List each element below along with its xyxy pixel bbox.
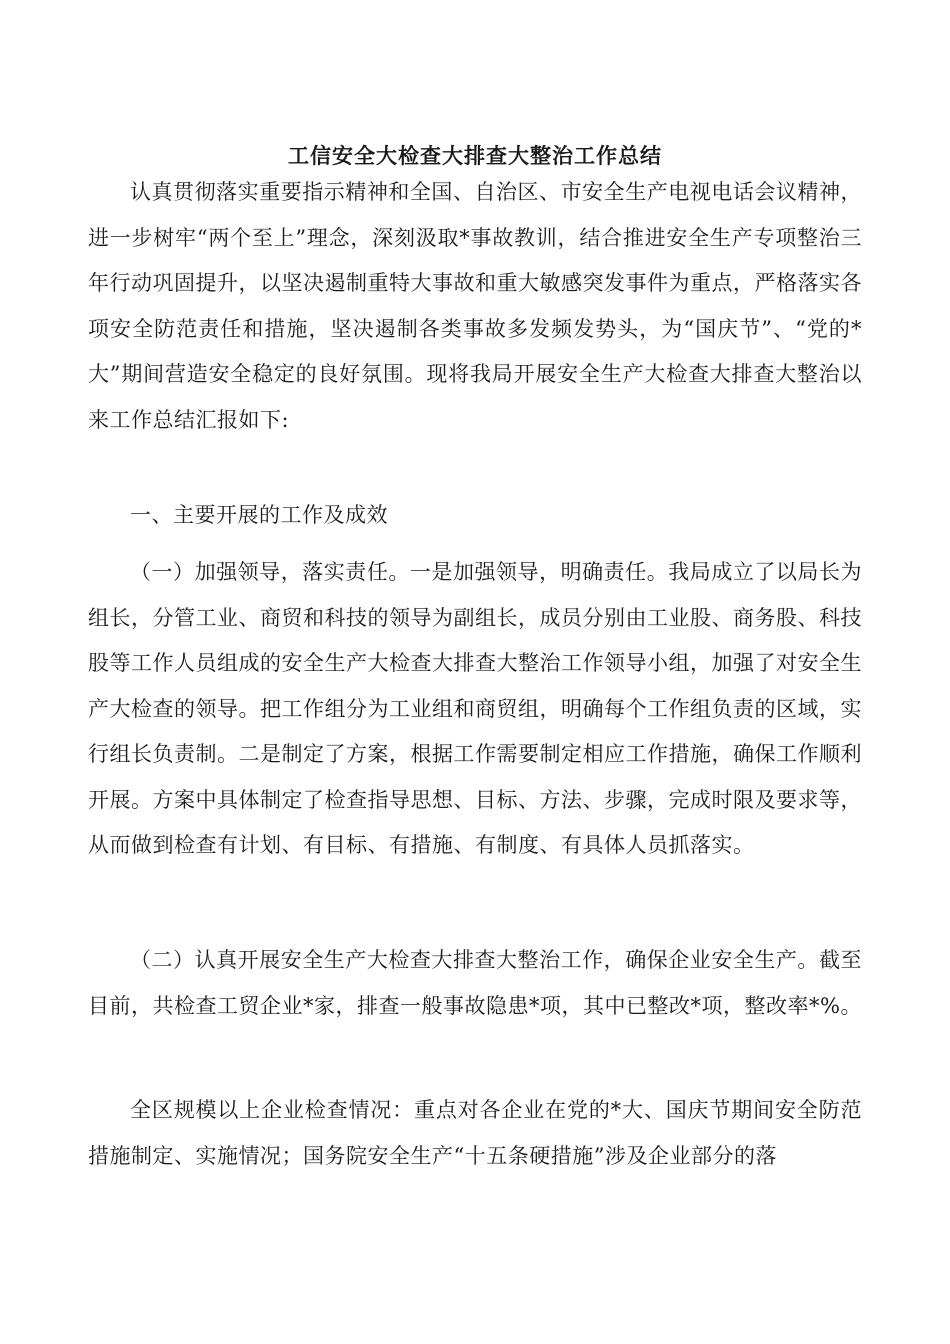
paragraph-enterprise-check: 全区规模以上企业检查情况：重点对各企业在党的*大、国庆节期间安全防范措施制定、实施情况；国务院安全生产“十五条硬措施”涉及企业部分的落 <box>88 1098 862 1168</box>
document-title: 工信安全大检查大排查大整治工作总结 <box>288 143 662 168</box>
section-heading-main-work: 一、主要开展的工作及成效 <box>130 503 388 527</box>
paragraph-inspection: （二）认真开展安全生产大检查大排查大整治工作，确保企业安全生产。截至目前，共检查工贸企业*家，排查一般事故隐患*项，其中已整改*项，整改率*%。 <box>88 948 862 1018</box>
paragraph-leadership: （一）加强领导，落实责任。一是加强领导，明确责任。我局成立了以局长为组长，分管工业、商贸和科技的领导为副组长，成员分别由工业股、商务股、科技股等工作人员组成的安全生产大检查大排查大整治工作领导小组，加强了对安全生产大检查的领导。把工作组分为工业组和商贸组，明确每个工作组负责的区域，实行组长负责制。二是制定了方案，根据工作需要制定相应工作措施，确保工作顺利开展。方案中具体制定了检查指导思想、目标、方法、步骤，完成时限及要求等，从而做到检查有计划、有目标、有措施、有制度、有具体人员抓落实。 <box>88 560 862 857</box>
paragraph-intro: 认真贯彻落实重要指示精神和全国、自治区、市安全生产电视电话会议精神，进一步树牢“两个至上”理念，深刻汲取*事故教训，结合推进安全生产专项整治三年行动巩固提升，以坚决遏制重特大事故和重大敏感突发事件为重点，严格落实各项安全防范责任和措施，坚决遏制各类事故多发频发势头，为“国庆节”、“党的*大”期间营造安全稳定的良好氛围。现将我局开展安全生产大检查大排查大整治以来工作总结汇报如下: <box>88 180 862 432</box>
